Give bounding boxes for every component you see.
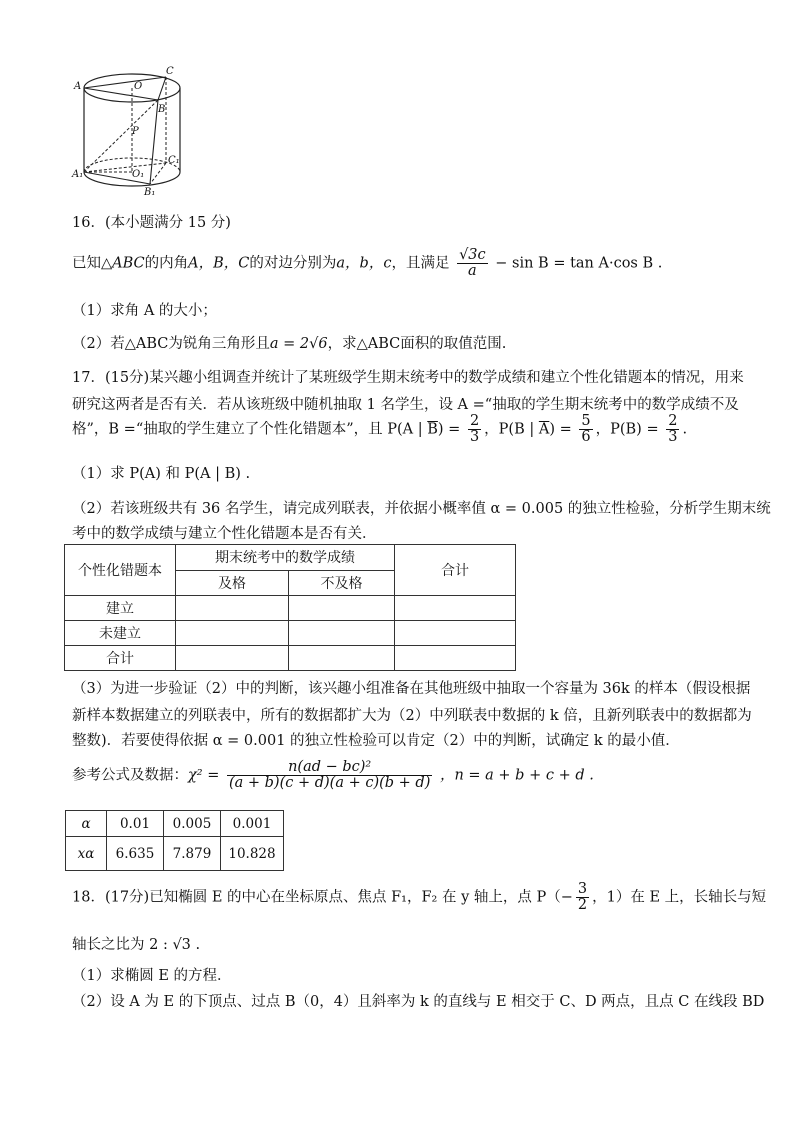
q17-frac1-num: 2 bbox=[469, 413, 480, 429]
q16-stem-mid2: 的对边分别为 bbox=[249, 255, 337, 272]
ct-row-label: 合计 bbox=[65, 646, 176, 671]
q16-stem-sides: a，b，c bbox=[336, 255, 392, 272]
label-O1: O₁ bbox=[132, 169, 145, 180]
ref-cell: xα bbox=[66, 837, 107, 871]
ref-cell: 6.635 bbox=[107, 837, 164, 871]
q17-line3 bbox=[72, 414, 687, 445]
ct-cell[interactable] bbox=[176, 646, 289, 671]
ct-header-fail: 不及格 bbox=[289, 570, 395, 596]
q18-l1-b: ，1）在 E 上，长轴长与短 bbox=[592, 889, 767, 906]
q17-part3-line2: 新样本数据建立的列联表中，所有的数据都扩大为（2）中列联表中数据的 k 倍，且新列联表中的数据都为 bbox=[72, 708, 752, 724]
q16-frac-den: a bbox=[468, 263, 477, 280]
ref-cell: 7.879 bbox=[164, 837, 221, 871]
q18-frac-num: 3 bbox=[577, 881, 588, 897]
q17-frac2-den: 6 bbox=[581, 429, 591, 446]
q17-ref-fraction bbox=[227, 760, 432, 791]
label-P: P bbox=[132, 126, 139, 137]
q16-title: 16．(本小题满分 15 分) bbox=[72, 215, 231, 231]
q18-part1: （1）求椭圆 E 的方程． bbox=[72, 968, 232, 984]
q17-l3-b: $\overline{B}$ bbox=[427, 421, 438, 438]
q16-stem-mid: 的内角 bbox=[144, 255, 189, 272]
contingency-table bbox=[64, 544, 516, 671]
q16-stem-mid3: ，且满足 bbox=[391, 255, 450, 272]
segment-b-b1 bbox=[150, 100, 158, 184]
q16-part2-tail: ，求△ABC面积的取值范围. bbox=[327, 336, 507, 352]
ct-cell[interactable] bbox=[395, 621, 516, 646]
q17-ref-num: n(ad − bc)² bbox=[227, 760, 432, 776]
q17-l3-f: ) = bbox=[549, 421, 572, 438]
ct-row-label: 未建立 bbox=[65, 621, 176, 646]
ct-header-group: 期末统考中的数学成绩 bbox=[176, 545, 395, 571]
q17-l3-e: $\overline{A}$ bbox=[538, 421, 550, 438]
segment-a1-c1 bbox=[84, 163, 166, 172]
q16-part1: （1）求角 A 的大小； bbox=[72, 303, 217, 319]
q17-part2-line2: 考中的数学成绩与建立个性化错题本是否有关． bbox=[72, 526, 377, 542]
label-A: A bbox=[74, 81, 82, 92]
q17-line2: 研究这两者是否有关．若从该班级中随机抽取 1 名学生，设 A =“抽取的学生期末统考中的数学成绩不及 bbox=[72, 397, 739, 413]
q17-part1: （1）求 P(A) 和 P(A | B) . bbox=[72, 466, 251, 482]
ct-header-row-label: 个性化错题本 bbox=[65, 545, 176, 596]
label-C1: C₁ bbox=[168, 155, 180, 166]
q18-l1-a: 18．(17分)已知椭圆 E 的中心在坐标原点、焦点 F₁，F₂ 在 y 轴上，点 P（− bbox=[72, 889, 573, 906]
q17-part2-line1: （2）若该班级共有 36 名学生，请完成列联表，并依据小概率值 α = 0.005 的独立性检验，分析学生期末统 bbox=[72, 501, 771, 517]
q17-ref-chi: χ² = bbox=[188, 767, 220, 784]
label-B1: B₁ bbox=[144, 187, 156, 198]
ct-header-pass: 及格 bbox=[176, 570, 289, 596]
q16-stem-vars: A，B，C bbox=[188, 255, 250, 272]
q16-stem bbox=[72, 248, 662, 279]
q17-frac1-den: 3 bbox=[469, 429, 480, 446]
q16-part2 bbox=[72, 332, 506, 353]
cylinder-figure bbox=[70, 60, 190, 200]
ct-cell[interactable] bbox=[395, 646, 516, 671]
ct-cell[interactable] bbox=[289, 646, 395, 671]
q16-stem-abc: ABC bbox=[112, 255, 145, 272]
segment-a1-b bbox=[84, 100, 158, 172]
q18-frac-den: 2 bbox=[577, 897, 588, 914]
q17-l3-a: 格”，B =“抽取的学生建立了个性化错题本”，且 P(A | bbox=[72, 421, 428, 438]
ct-cell[interactable] bbox=[289, 596, 395, 621]
q17-l3-c: ) = bbox=[437, 421, 461, 438]
q16-part2-pre: （2）若△ABC为锐角三角形且 bbox=[72, 336, 270, 352]
ct-cell[interactable] bbox=[395, 596, 516, 621]
ct-cell[interactable] bbox=[176, 596, 289, 621]
ref-cell: α bbox=[66, 811, 107, 837]
q17-part3-line3: 整数)．若要使得依据 α = 0.001 的独立性检验可以肯定（2）中的判断，试确定 k 的最小值． bbox=[72, 733, 680, 749]
q17-frac3 bbox=[666, 414, 679, 445]
q17-frac2 bbox=[579, 414, 592, 445]
label-O: O bbox=[134, 81, 143, 92]
q17-ref-formula bbox=[72, 760, 594, 791]
ct-cell[interactable] bbox=[176, 621, 289, 646]
q16-stem-pre: 已知△ bbox=[72, 255, 113, 272]
q17-l3-h: . bbox=[682, 421, 688, 438]
q17-part3-line1: （3）为进一步验证（2）中的判断，该兴趣小组准备在其他班级中抽取一个容量为 36k 的样本（假设根据 bbox=[72, 681, 751, 697]
q18-line2: 轴长之比为 2 : √3 . bbox=[72, 937, 201, 953]
q16-part2-cond: a = 2√6 bbox=[269, 336, 328, 352]
ref-cell: 0.005 bbox=[164, 811, 221, 837]
segment-a-b bbox=[84, 88, 158, 100]
q17-ref-n: ，n = a + b + c + d . bbox=[439, 767, 594, 784]
q17-frac1 bbox=[468, 414, 481, 445]
ct-header-total: 合计 bbox=[395, 545, 516, 596]
q17-frac3-num: 2 bbox=[668, 413, 678, 429]
ref-cell: 0.001 bbox=[221, 811, 284, 837]
q18-part2: （2）设 A 为 E 的下顶点、过点 B（0，4）且斜率为 k 的直线与 E 相交于 C、D 两点，且点 C 在线段 BD bbox=[72, 994, 765, 1010]
ct-cell[interactable] bbox=[289, 621, 395, 646]
q17-frac3-den: 3 bbox=[668, 429, 678, 446]
q18-fraction bbox=[576, 882, 589, 913]
q17-line1: 17．(15分)某兴趣小组调查并统计了某班级学生期末统考中的数学成绩和建立个性化错题本的情况，用来 bbox=[72, 370, 744, 386]
q17-frac2-num: 5 bbox=[581, 413, 591, 429]
q17-ref-pre: 参考公式及数据： bbox=[72, 767, 188, 784]
q17-l3-g: ，P(B) = bbox=[595, 421, 659, 438]
label-A1: A₁ bbox=[72, 169, 84, 180]
q16-stem-tail: − sin B = tan A·cos B . bbox=[495, 255, 663, 272]
q18-line1 bbox=[72, 882, 766, 913]
label-B: B bbox=[158, 104, 166, 115]
q16-fraction bbox=[457, 248, 488, 279]
ref-cell: 10.828 bbox=[221, 837, 284, 871]
q17-ref-den: (a + b)(c + d)(a + c)(b + d) bbox=[228, 775, 431, 792]
label-C: C bbox=[166, 66, 174, 77]
segment-c-b bbox=[158, 77, 166, 100]
ref-cell: 0.01 bbox=[107, 811, 164, 837]
q16-frac-num: √3c bbox=[459, 247, 486, 263]
q17-l3-d: ，P(B | bbox=[484, 421, 539, 438]
segment-c1-b1 bbox=[150, 163, 166, 184]
critical-value-table bbox=[65, 810, 284, 871]
ct-row-label: 建立 bbox=[65, 596, 176, 621]
